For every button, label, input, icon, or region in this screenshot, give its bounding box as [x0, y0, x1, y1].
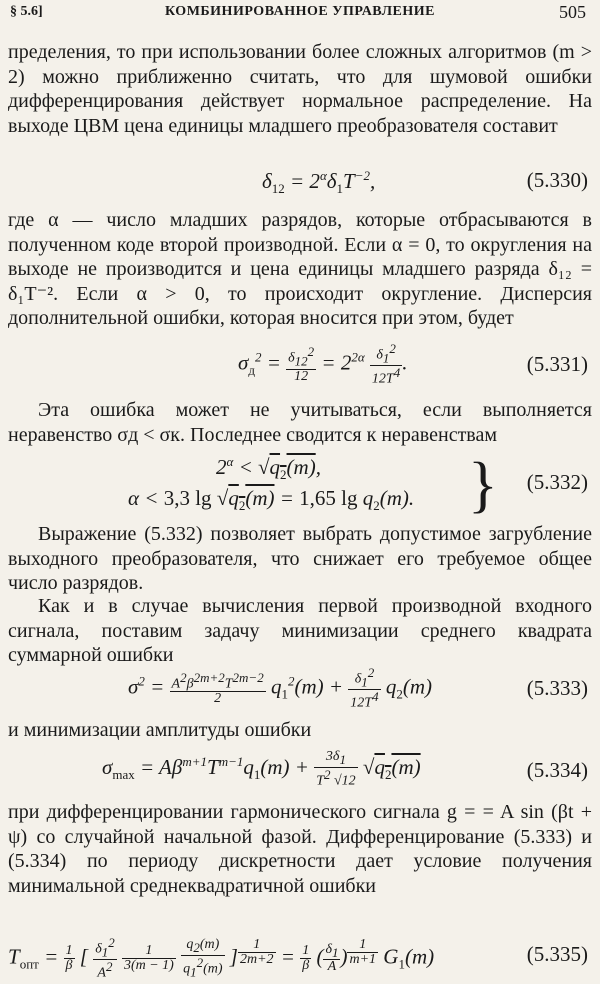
equation-5-331-body: $\sigma_д^2$ = $\frac{\delta_{12}^2}{12}$ = $2^{2\alpha}$ $\frac{\delta_1^2}{12T^4}$ .	[238, 341, 408, 388]
equation-5-334	[0, 748, 600, 788]
paragraph-3: Эта ошибка может не учитываться, если выполняется неравенство σд < σк. Последнее сводится к неравенствам	[8, 399, 592, 446]
paragraph-2: где α — число младших разрядов, которые отбрасываются в полученном коде второй производной. Если α = 0, то округления на выходе не производится и цена единицы младшего разряда δ₁₂ = δ₁T⁻². Если α > 0, то происходит округление. Дисперсия дополнительной ошибки, которая вносится при этом, будет	[8, 209, 592, 329]
page-number: 505	[559, 2, 586, 22]
paragraph-6: и минимизации амплитуды ошибки	[8, 719, 312, 741]
equation-number: (5.333)	[526, 676, 588, 700]
paragraph-5: Как и в случае вычисления первой производной входного сигнала, поставим задачу минимизации среднего квадрата суммарной ошибки	[8, 595, 592, 666]
equation-5-335-body: $T_{опт}$ = $\frac{1}{\beta}$ [ $\frac{\delta_1^2}{A^2}$ $\frac{1}{3(m - 1)}$ $\frac{q_2(m)}{q_1^2(m)}$ ] $^{\frac{1}{2m+2}}$ = $\frac{1}{\beta}$ ( $\frac{\delta_1}{A}$ ) $^{\frac{1}{m+1}}$ $G_1(m)$	[8, 935, 435, 982]
equation-number: (5.332)	[526, 470, 588, 494]
paragraph-4: Выражение (5.332) позволяет выбрать допустимое загрубление выходного преобразователя, что снижает его требуемое общее число разрядов.	[8, 523, 592, 594]
right-brace: }	[468, 451, 498, 519]
equation-5-333-body: $\sigma^2$ = $\frac{A^2\beta^{2m+2}T^{2m-2}}{2}$ $q_1^2(m)$ + $\frac{\delta_1^2}{12T^4}$ $q_2(m)$	[128, 665, 432, 712]
running-title: КОМБИНИРОВАННОЕ УПРАВЛЕНИЕ	[165, 4, 435, 19]
equation-5-331	[0, 341, 600, 388]
equation-5-330	[0, 164, 600, 204]
equation-5-332	[0, 452, 600, 518]
equation-number: (5.335)	[526, 942, 588, 966]
paragraph-1: пределения, то при использовании более сложных алгоритмов (m > 2) можно приближенно считать, что для шумовой ошибки дифференцирования действует нормальное распределение. На выходе ЦВМ цена единицы младшего преобразователя составит	[8, 41, 592, 137]
equation-5-335	[0, 928, 600, 980]
equation-number: (5.330)	[526, 168, 588, 192]
equation-5-334-body: $\sigma_{max} = A\beta^{m+1}T^{m-1}q_1(m)$ + $\frac{3\delta_1}{T^2 √12}$ $√q_2(m)$	[102, 749, 421, 789]
equation-5-332-line2: α < 3,3 $\lg √q_2(m) = 1,65$ $\lg q_2(m)$.	[128, 486, 415, 514]
equation-number: (5.334)	[526, 758, 588, 782]
equation-5-333	[0, 665, 600, 712]
equation-number: (5.331)	[526, 352, 588, 376]
section-ref: § 5.6]	[10, 4, 43, 19]
page-header	[0, 0, 600, 30]
equation-5-332-line1: $2^\alpha < √q_2(m)$,	[216, 454, 321, 483]
equation-5-330-body: $\delta_{12} = 2^\alpha\delta_1T^{-2}$,	[262, 168, 376, 197]
paragraph-7: при дифференцировании гармонического сигнала g = = A sin (βt + ψ) со случайной начальной фазой. Дифференцирование (5.333) и (5.334) по периоду дискретности дает условие получения минимальной среднеквадратичной ошибки	[8, 801, 592, 897]
